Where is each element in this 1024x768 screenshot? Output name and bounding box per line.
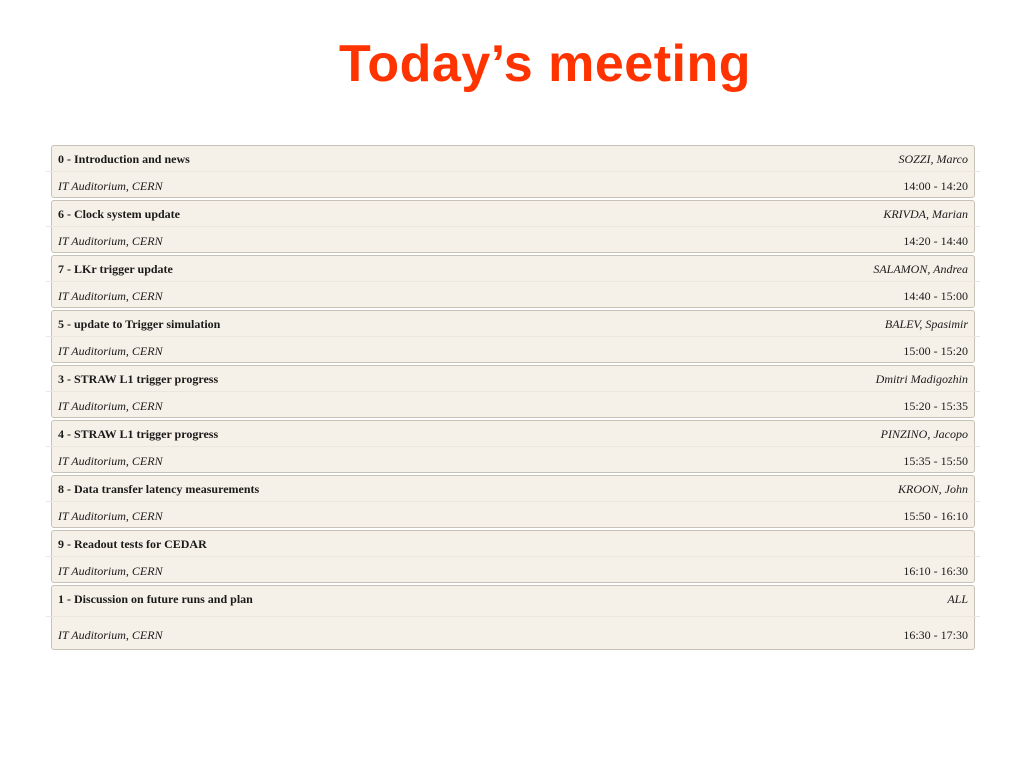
row-separator bbox=[46, 446, 980, 447]
time-slot: 14:40 - 15:00 bbox=[903, 289, 968, 303]
timetable-entry[interactable] bbox=[51, 310, 975, 363]
row-separator bbox=[46, 616, 980, 617]
speaker-name: KRIVDA, Marian bbox=[883, 207, 968, 221]
row-separator bbox=[46, 501, 980, 502]
time-slot: 15:35 - 15:50 bbox=[903, 454, 968, 468]
contribution-title[interactable]: 3 - STRAW L1 trigger progress bbox=[58, 372, 219, 386]
location: IT Auditorium, CERN bbox=[58, 399, 163, 413]
time-slot: 16:10 - 16:30 bbox=[903, 564, 968, 578]
speaker-name: PINZINO, Jacopo bbox=[880, 427, 968, 441]
location: IT Auditorium, CERN bbox=[58, 289, 163, 303]
location: IT Auditorium, CERN bbox=[58, 234, 163, 248]
timetable-entry[interactable] bbox=[51, 255, 975, 308]
speaker-name: SOZZI, Marco bbox=[898, 152, 968, 166]
slide-title: Today’s meeting bbox=[338, 35, 752, 93]
timetable-entry[interactable] bbox=[51, 365, 975, 418]
contribution-title[interactable]: 1 - Discussion on future runs and plan bbox=[58, 592, 253, 606]
timetable-entry[interactable] bbox=[51, 145, 975, 198]
speaker-name: ALL bbox=[947, 592, 968, 606]
time-slot: 15:50 - 16:10 bbox=[903, 509, 968, 523]
location: IT Auditorium, CERN bbox=[58, 564, 163, 578]
contribution-title[interactable]: 5 - update to Trigger simulation bbox=[58, 317, 221, 331]
timetable-entry[interactable] bbox=[51, 475, 975, 528]
row-separator bbox=[46, 391, 980, 392]
location: IT Auditorium, CERN bbox=[58, 509, 163, 523]
timetable-entry[interactable] bbox=[51, 420, 975, 473]
contribution-title[interactable]: 0 - Introduction and news bbox=[58, 152, 190, 166]
timetable-entry[interactable] bbox=[51, 200, 975, 253]
contribution-title[interactable]: 7 - LKr trigger update bbox=[58, 262, 173, 276]
speaker-name: BALEV, Spasimir bbox=[884, 317, 968, 331]
row-separator bbox=[46, 556, 980, 557]
contribution-title[interactable]: 4 - STRAW L1 trigger progress bbox=[58, 427, 219, 441]
time-slot: 16:30 - 17:30 bbox=[903, 628, 968, 642]
row-separator bbox=[46, 226, 980, 227]
row-separator bbox=[46, 281, 980, 282]
contribution-title[interactable]: 8 - Data transfer latency measurements bbox=[58, 482, 260, 496]
meeting-timetable bbox=[49, 145, 981, 652]
time-slot: 15:20 - 15:35 bbox=[903, 399, 968, 413]
location: IT Auditorium, CERN bbox=[58, 454, 163, 468]
location: IT Auditorium, CERN bbox=[58, 179, 163, 193]
contribution-title[interactable]: 9 - Readout tests for CEDAR bbox=[58, 537, 207, 551]
row-separator bbox=[46, 171, 980, 172]
row-separator bbox=[46, 336, 980, 337]
timetable-entry[interactable] bbox=[51, 585, 975, 650]
speaker-name: SALAMON, Andrea bbox=[873, 262, 968, 276]
location: IT Auditorium, CERN bbox=[58, 344, 163, 358]
time-slot: 14:20 - 14:40 bbox=[903, 234, 968, 248]
timetable-entry[interactable] bbox=[51, 530, 975, 583]
time-slot: 15:00 - 15:20 bbox=[903, 344, 968, 358]
speaker-name: Dmitri Madigozhin bbox=[875, 372, 968, 386]
location: IT Auditorium, CERN bbox=[58, 628, 163, 642]
speaker-name: KROON, John bbox=[898, 482, 968, 496]
contribution-title[interactable]: 6 - Clock system update bbox=[58, 207, 180, 221]
time-slot: 14:00 - 14:20 bbox=[903, 179, 968, 193]
